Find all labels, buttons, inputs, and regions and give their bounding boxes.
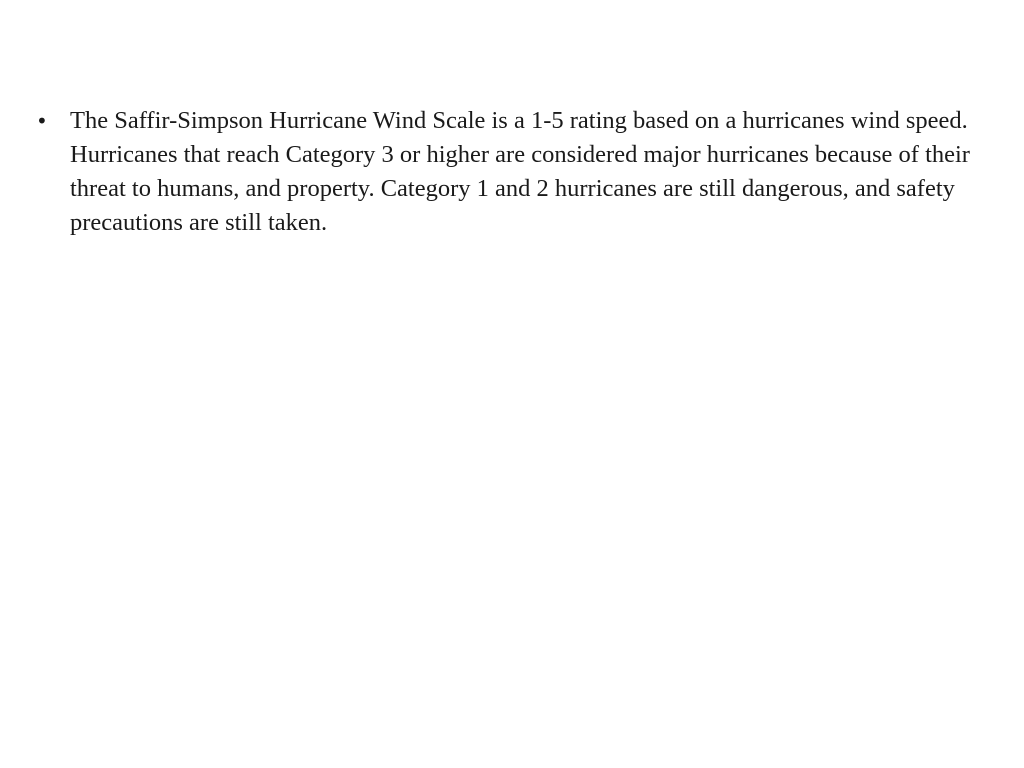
bullet-item <box>36 104 1004 240</box>
bullet-text: The Saffir-Simpson Hurricane Wind Scale is a 1-5 rating based on a hurricanes wind speed. Hurricanes that reach Category 3 or higher are considered major hurricanes because of their threat to humans, and property. Category 1 and 2 hurricanes are still dangerous, and safety precautions are still taken. <box>70 107 970 236</box>
slide-body <box>36 104 1004 240</box>
bullet-list <box>36 104 1004 240</box>
bullet-marker: • <box>36 109 48 133</box>
